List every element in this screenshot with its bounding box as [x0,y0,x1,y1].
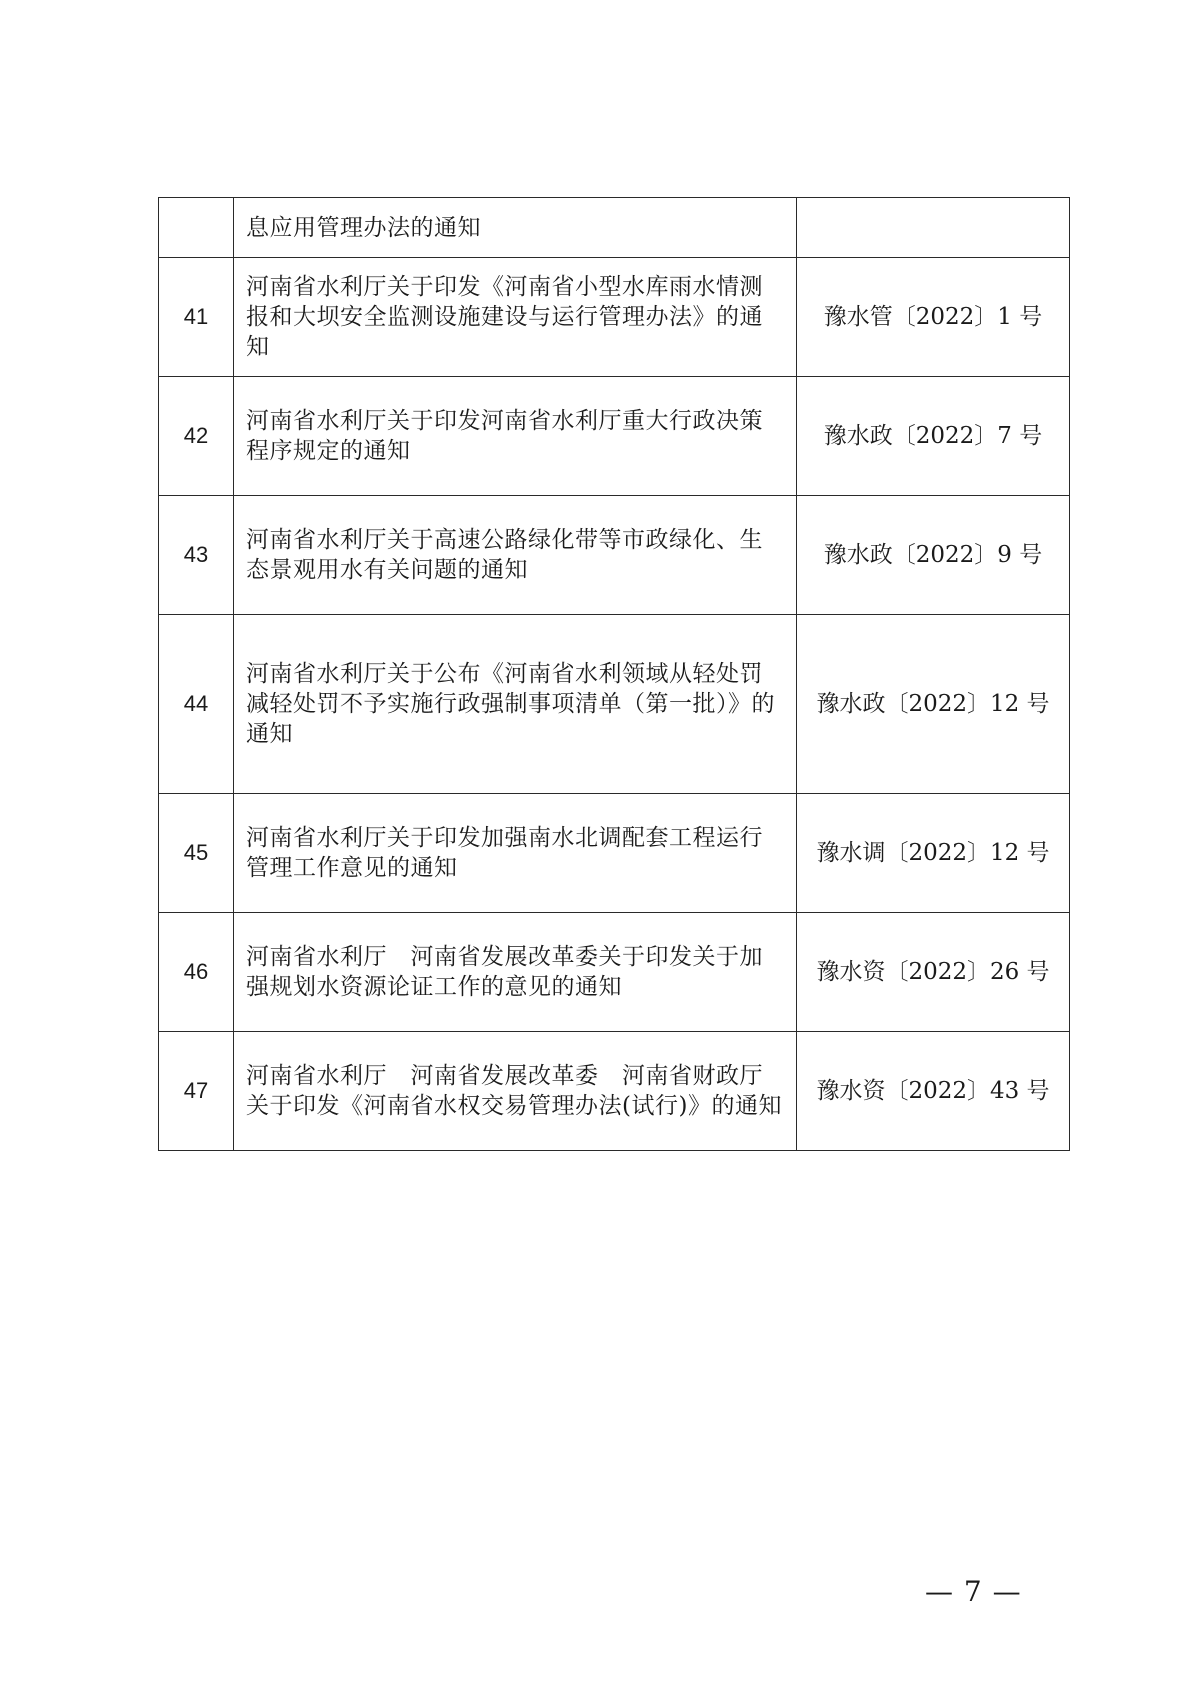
table-row [159,496,1070,615]
row-number: 45 [159,794,234,913]
row-document-code: 豫水政〔2022〕7 号 [797,377,1070,496]
row-title-text: 河南省水利厅 河南省发展改革委关于印发关于加强规划水资源论证工作的意见的通知 [246,943,763,1000]
table-row [159,794,1070,913]
row-title [234,615,797,794]
row-number: 46 [159,913,234,1032]
row-title-text: 河南省水利厅关于印发河南省水利厅重大行政决策程序规定的通知 [246,407,763,464]
row-title-text: 息应用管理办法的通知 [246,214,481,241]
row-number [159,198,234,258]
row-document-code: 豫水调〔2022〕12 号 [797,794,1070,913]
table-row [159,258,1070,377]
document-list-table [158,197,1070,1151]
row-title [234,1032,797,1151]
row-number: 44 [159,615,234,794]
row-document-code: 豫水资〔2022〕26 号 [797,913,1070,1032]
row-document-code: 豫水政〔2022〕9 号 [797,496,1070,615]
table-row [159,198,1070,258]
table-row [159,913,1070,1032]
row-title [234,794,797,913]
row-title [234,377,797,496]
row-title-text: 河南省水利厅关于高速公路绿化带等市政绿化、生态景观用水有关问题的通知 [246,526,763,583]
page-number: — 7 — [925,1575,1022,1608]
row-number: 41 [159,258,234,377]
row-title [234,258,797,377]
table-row [159,1032,1070,1151]
row-title [234,496,797,615]
row-number: 43 [159,496,234,615]
row-title-text: 河南省水利厅关于印发《河南省小型水库雨水情测报和大坝安全监测设施建设与运行管理办法》的通知 [246,273,763,360]
row-title-text: 河南省水利厅关于公布《河南省水利领域从轻处罚减轻处罚不予实施行政强制事项清单（第一批）》的通知 [246,661,775,747]
row-number: 47 [159,1032,234,1151]
row-title [234,913,797,1032]
row-document-code: 豫水资〔2022〕43 号 [797,1032,1070,1151]
table-row [159,377,1070,496]
row-title [234,198,797,258]
row-title-text: 河南省水利厅关于印发加强南水北调配套工程运行管理工作意见的通知 [246,824,763,881]
row-document-code [797,198,1070,258]
row-number: 42 [159,377,234,496]
row-title-text: 河南省水利厅 河南省发展改革委 河南省财政厅关于印发《河南省水权交易管理办法(试行)》的通知 [246,1062,782,1119]
row-document-code: 豫水政〔2022〕12 号 [797,615,1070,794]
table-row [159,615,1070,794]
row-document-code: 豫水管〔2022〕1 号 [797,258,1070,377]
